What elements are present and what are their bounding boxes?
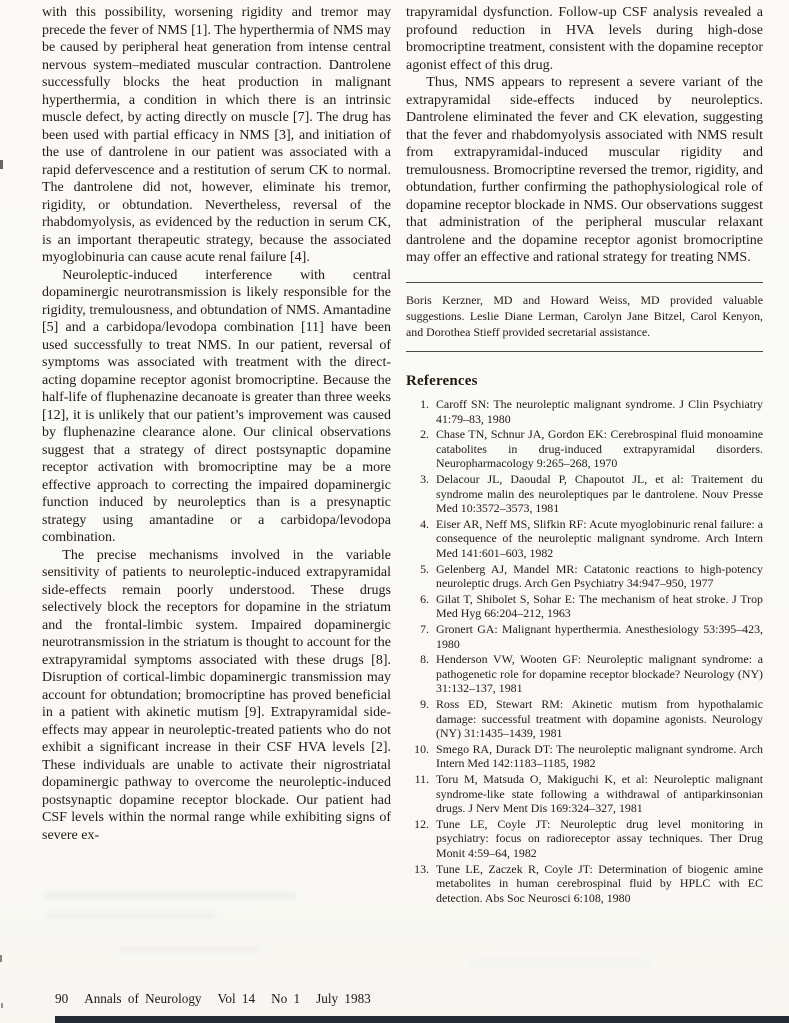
reference-number: 6. — [420, 591, 429, 606]
acknowledgment-text: Boris Kerzner, MD and Howard Weiss, MD provided valuable suggestions. Leslie Diane Lerman, Carolyn Jane Bitzel, Carol Kenyon, and Dorothea Stieff provided secretarial assistance. — [406, 292, 763, 339]
reference-item — [406, 652, 763, 696]
reference-number: 9. — [420, 696, 429, 711]
body-paragraph: Thus, NMS appears to represent a severe variant of the extrapyramidal side-effects induced by neuroleptics. Dantrolene eliminated the fever and CK elevation, suggesting that the fever and rhabdomyolysis associated with NMS result from extrapyramidal-induced muscular rigidity and tremulousness. Bromocriptine reversed the tremor, rigidity, and obtundation, further confirming the pathophysiological role of dopamine receptor blockade in NMS. Our observations suggest that administration of the peripheral muscular relaxant dantrolene and the dopamine receptor agonist bromocriptine may offer an effective and rational strategy for treating NMS. — [406, 75, 763, 265]
reference-number: 1. — [420, 397, 429, 412]
body-paragraph: with this possibility, worsening rigidity and tremor may precede the fever of NMS [1]. The hyperthermia of NMS may be caused by peripheral heat generation from intense central nervous system–mediated muscular contraction. Dantrolene successfully blocks the heat production in malignant hyperthermia, a condition in which there is an intrinsic muscle defect, by acting directly on muscle [7]. The drug has been used with partial efficacy in NMS [3], and initiation of the use of dantrolene in our patient was associated with a rapid defervescence and a restitution of serum CK to normal. The dantrolene did not, however, eliminate his tremor, rigidity, or obtundation. Nevertheless, reversal of the rhabdomyolysis, as evidenced by the reduction in serum CK, is an important therapeutic strategy, because the associated myoglobinuria can cause acute renal failure [4]. — [42, 5, 391, 265]
footer-volume: Vol 14 — [217, 991, 256, 1006]
reference-number: 11. — [414, 771, 429, 786]
reference-item — [406, 562, 763, 591]
footer-issue: No 1 — [271, 991, 301, 1006]
reference-number: 10. — [414, 741, 429, 756]
footer-date: July 1983 — [316, 991, 371, 1006]
reference-number: 5. — [420, 561, 429, 576]
reference-item — [406, 772, 763, 816]
right-column-paragraphs — [406, 4, 763, 267]
reference-item — [406, 697, 763, 741]
body-paragraph: The precise mechanisms involved in the variable sensitivity of patients to neuroleptic-induced extrapyramidal side-effects remain poorly understood. These drugs selectively block the receptors for dopamine in the striatum and the frontal-limbic system. Impaired dopaminergic neurotransmission in the striatum is thought to account for the extrapyramidal symptoms associated with these drugs [8]. Disruption of cortical-limbic dopaminergic transmission may account for obtundation; bromocriptine has proved beneficial in a patient with akinetic mutism [9]. Extrapyramidal side-effects may appear in neuroleptic-treated patients who do not exhibit a significant increase in their CSF HVA levels [2]. These individuals are unable to activate their nigrostriatal dopaminergic pathway to overcome the neuroleptic-induced postsynaptic dopamine receptor blockade. Our patient had CSF levels within the normal range while exhibiting signs of severe ex- — [42, 547, 391, 843]
reference-text: Tune LE, Coyle JT: Neuroleptic drug level monitoring in psychiatry: focus on radioreceptor assay techniques. Ther Drug Monit 4:59–64, 1982 — [436, 816, 763, 860]
scan-artifact — [120, 946, 260, 952]
reference-text: Henderson VW, Wooten GF: Neuroleptic malignant syndrome: a pathogenetic role for dopamine receptor blockade? Neurology (NY) 31:132–137, 1981 — [436, 652, 763, 696]
reference-number: 7. — [420, 622, 429, 637]
body-paragraph: trapyramidal dysfunction. Follow-up CSF analysis revealed a profound reduction in HVA levels during high-dose bromocriptine treatment, consistent with the dopamine receptor agonist effect of this drug. — [406, 5, 763, 73]
scan-artifact — [46, 912, 216, 919]
page-footer — [55, 991, 371, 1007]
body-paragraph: Neuroleptic-induced interference with central dopaminergic neurotransmission is likely responsible for the rigidity, tremulousness, and obtundation of NMS. Amantadine [5] and a carbidopa/levodopa combination [11] have been used successfully to treat NMS. In our patient, reversal of symptoms was associated with treatment with the direct-acting dopamine receptor agonist bromocriptine. Because the half-life of fluphenazine decanoate is greater than three weeks [12], it is unlikely that our patient’s improvement was caused by fluphenazine clearance alone. Our clinical observations suggest that a strategy of direct postsynaptic dopamine receptor activation with bromocriptine may be a more effective approach to correcting the impaired dopaminergic function induced by neuroleptics than is a presynaptic strategy using amantadine or a carbidopa/levodopa combination. — [42, 267, 391, 545]
reference-text: Gronert GA: Malignant hyperthermia. Anesthesiology 53:395–423, 1980 — [436, 622, 763, 651]
reference-number: 13. — [414, 861, 429, 876]
reference-text: Gelenberg AJ, Mandel MR: Catatonic reactions to high-potency neuroleptic drugs. Arch Gen Psychiatry 34:947–950, 1977 — [436, 561, 763, 591]
reference-number: 4. — [420, 516, 429, 531]
reference-text: Eiser AR, Neff MS, Slifkin RF: Acute myoglobinuric renal failure: a consequence of the neuroleptic malignant syndrome. Arch Intern Med 141:601–603, 1982 — [436, 516, 763, 561]
reference-text: Gilat T, Shibolet S, Sohar E: The mechanism of heat stroke. J Trop Med Hyg 66:204–212, 1963 — [436, 591, 763, 621]
reference-text: Chase TN, Schnur JA, Gordon EK: Cerebrospinal fluid monoamine catabolites in drug-induced extrapyramidal disorders. Neuropharmacology 9:265–268, 1970 — [436, 427, 763, 471]
scan-artifact — [0, 160, 3, 169]
acknowledgment-block — [406, 282, 763, 353]
reference-number: 3. — [420, 472, 429, 487]
reference-item — [406, 427, 763, 471]
references-list — [406, 397, 763, 905]
scan-artifact — [0, 955, 2, 962]
reference-text: Tune LE, Zaczek R, Coyle JT: Determination of biogenic amine metabolites in human cerebrospinal fluid by HPLC with EC detection. Abs Soc Neurosci 6:108, 1980 — [436, 861, 763, 905]
reference-item — [406, 742, 763, 771]
reference-number: 12. — [414, 816, 429, 831]
reference-number: 2. — [420, 427, 429, 442]
footer-page-number: 90 — [55, 991, 69, 1006]
left-text-column — [42, 4, 391, 844]
reference-text: Delacour JL, Daoudal P, Chapoutot JL, et al: Traitement du syndrome malin des neuroleptiques par le dantrolene. Nouv Presse Med 10:3572–3573, 1981 — [436, 472, 763, 516]
scan-artifact — [46, 892, 296, 899]
reference-item — [406, 862, 763, 906]
scan-edge-bar — [55, 1016, 789, 1023]
reference-item — [406, 622, 763, 651]
reference-text: Ross ED, Stewart RM: Akinetic mutism from hypothalamic damage: successful treatment with dopamine agonists. Neurology (NY) 31:1435–1439, 1981 — [436, 696, 763, 741]
reference-item — [406, 592, 763, 621]
footer-journal-name: Annals of Neurology — [84, 991, 202, 1006]
references-heading: References — [406, 373, 478, 390]
reference-number: 8. — [420, 652, 429, 667]
reference-text: Caroff SN: The neuroleptic malignant syndrome. J Clin Psychiatry 41:79–83, 1980 — [436, 397, 763, 426]
reference-item — [406, 397, 763, 426]
reference-item — [406, 517, 763, 561]
reference-item — [406, 817, 763, 861]
reference-text: Smego RA, Durack DT: The neuroleptic malignant syndrome. Arch Intern Med 142:1183–1185, 1982 — [436, 741, 763, 771]
scan-artifact — [470, 960, 650, 966]
reference-item — [406, 472, 763, 516]
reference-text: Toru M, Matsuda O, Makiguchi K, et al: Neuroleptic malignant syndrome-like state following a withdrawal of antiparkinsonian drugs. J Nerv Ment Dis 169:324–327, 1981 — [436, 771, 763, 816]
scan-artifact — [1, 1003, 3, 1008]
right-text-column — [406, 4, 763, 906]
